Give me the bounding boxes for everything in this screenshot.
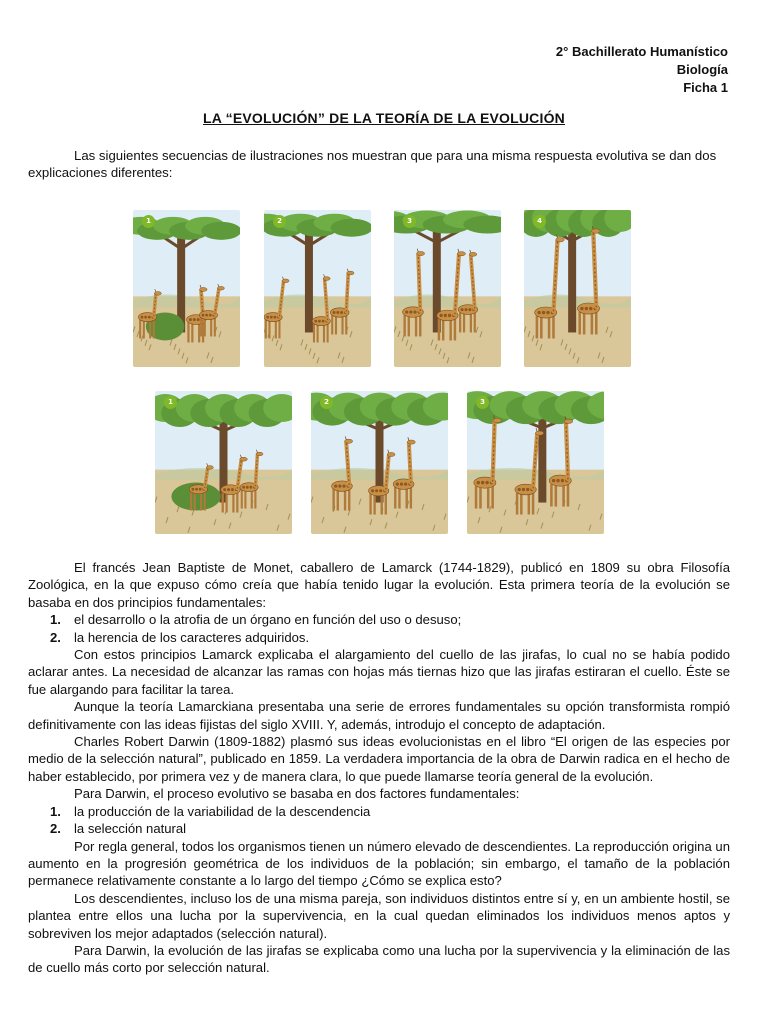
list-number: 2. (50, 821, 61, 837)
darwin-illustration-3 (467, 391, 604, 534)
paragraph-darwin-intro: Charles Robert Darwin (1809-1882) plasmó sus ideas evolucionistas en el libro “El origen de las especies por medio de la selección natural”, publicado en 1859. La verdadera importancia de la obra de Darwin radica en el hecho de haber establecido, por primera vez y de manera clara, lo que puede llamarse teoría general de la evolución. (28, 734, 730, 784)
list-text: la herencia de los caracteres adquiridos. (74, 629, 310, 645)
savanna-scene (467, 391, 604, 534)
lamarck-illustration-4 (524, 210, 631, 367)
paragraph-lamarck-legacy: Aunque la teoría Lamarckiana presentaba una serie de errores fundamentales su opción transformista rompió definitivamente con las ideas fijistas del siglo XVIII. Y, además, introdujo el concepto de adaptación. (28, 699, 730, 732)
header-block (556, 43, 728, 97)
step-number-badge: 3 (476, 396, 489, 409)
list-number: 1. (50, 612, 61, 628)
lamarck-illustration-3 (394, 210, 501, 367)
savanna-scene (133, 210, 240, 367)
body-text (28, 559, 730, 977)
paragraph-natural-selection: Los descendientes, incluso los de una misma pareja, son individuos distintos entre sí y, en un ambiente hostil, se plantea entre ellos una lucha por la supervivencia, en la cual quedan eliminados los individuos menos aptos y sobreviven los mejor adaptados (selección natural). (28, 890, 730, 941)
step-number-badge: 2 (320, 396, 333, 409)
list-item (28, 803, 730, 820)
list-item (28, 820, 730, 837)
savanna-scene (311, 391, 448, 534)
paragraph-darwin-factors: Para Darwin, el proceso evolutivo se basaba en dos factores fundamentales: (74, 786, 520, 802)
paragraph-darwin-giraffes: Para Darwin, la evolución de las jirafas se explicaba como una lucha por la supervivencia y la eliminación de las de cuello más corto por selección natural. (28, 942, 730, 976)
savanna-scene (264, 210, 371, 367)
darwin-illustration-2 (311, 391, 448, 534)
list-number: 1. (50, 803, 61, 819)
subject-label: Biología (676, 62, 728, 77)
list-number: 2. (50, 629, 61, 645)
course-label: 2° Bachillerato Humanístico (555, 44, 728, 59)
savanna-scene (394, 210, 501, 367)
paragraph-population: Por regla general, todos los organismos tienen un número elevado de descendientes. La reproducción origina un aumento en la progresión geométrica de los individuos de la población; sin embargo, el tamaño de la población permanece relativamente constante a lo largo del tiempo ¿Cómo se explica esto? (28, 838, 730, 889)
list-item (28, 611, 730, 628)
worksheet-label: Ficha 1 (683, 80, 728, 95)
lamarck-illustration-1 (133, 210, 240, 367)
step-number-badge: 1 (164, 396, 177, 409)
list-item (28, 629, 730, 646)
savanna-scene (524, 210, 631, 367)
step-number-badge: 4 (533, 215, 546, 228)
paragraph-lamarck-intro: El francés Jean Baptiste de Monet, caballero de Lamarck (1744-1829), publicó en 1809 su obra Filosofía Zoológica, en la que expuso cómo creía que había tenido lugar la evolución. Esta primera teoría de la evolución se basaba en dos principios fundamentales: (28, 560, 730, 610)
list-text: la producción de la variabilidad de la descendencia (74, 803, 371, 819)
step-number-badge: 3 (403, 215, 416, 228)
intro-paragraph: Las siguientes secuencias de ilustraciones nos muestran que para una misma respuesta evolutiva se dan dos explicaciones diferentes: (28, 148, 717, 180)
list-text: el desarrollo o la atrofia de un órgano en función del uso o desuso; (74, 612, 462, 628)
lamarck-illustration-2 (264, 210, 371, 367)
darwin-illustration-1 (155, 391, 292, 534)
page-title: LA “EVOLUCIÓN” DE LA TEORÍA DE LA EVOLUCIÓN (203, 110, 565, 126)
step-number-badge: 1 (142, 215, 155, 228)
list-text: la selección natural (74, 821, 187, 837)
paragraph-lamarck-giraffes: Con estos principios Lamarck explicaba el alargamiento del cuello de las jirafas, lo cual no se había podido aclarar antes. La necesidad de alcanzar las ramas con hojas más tiernas hizo que las jirafas estiraran el cuello. Éste se fue alargando para facilitar la tarea. (28, 647, 730, 697)
step-number-badge: 2 (273, 215, 286, 228)
savanna-scene (155, 391, 292, 534)
